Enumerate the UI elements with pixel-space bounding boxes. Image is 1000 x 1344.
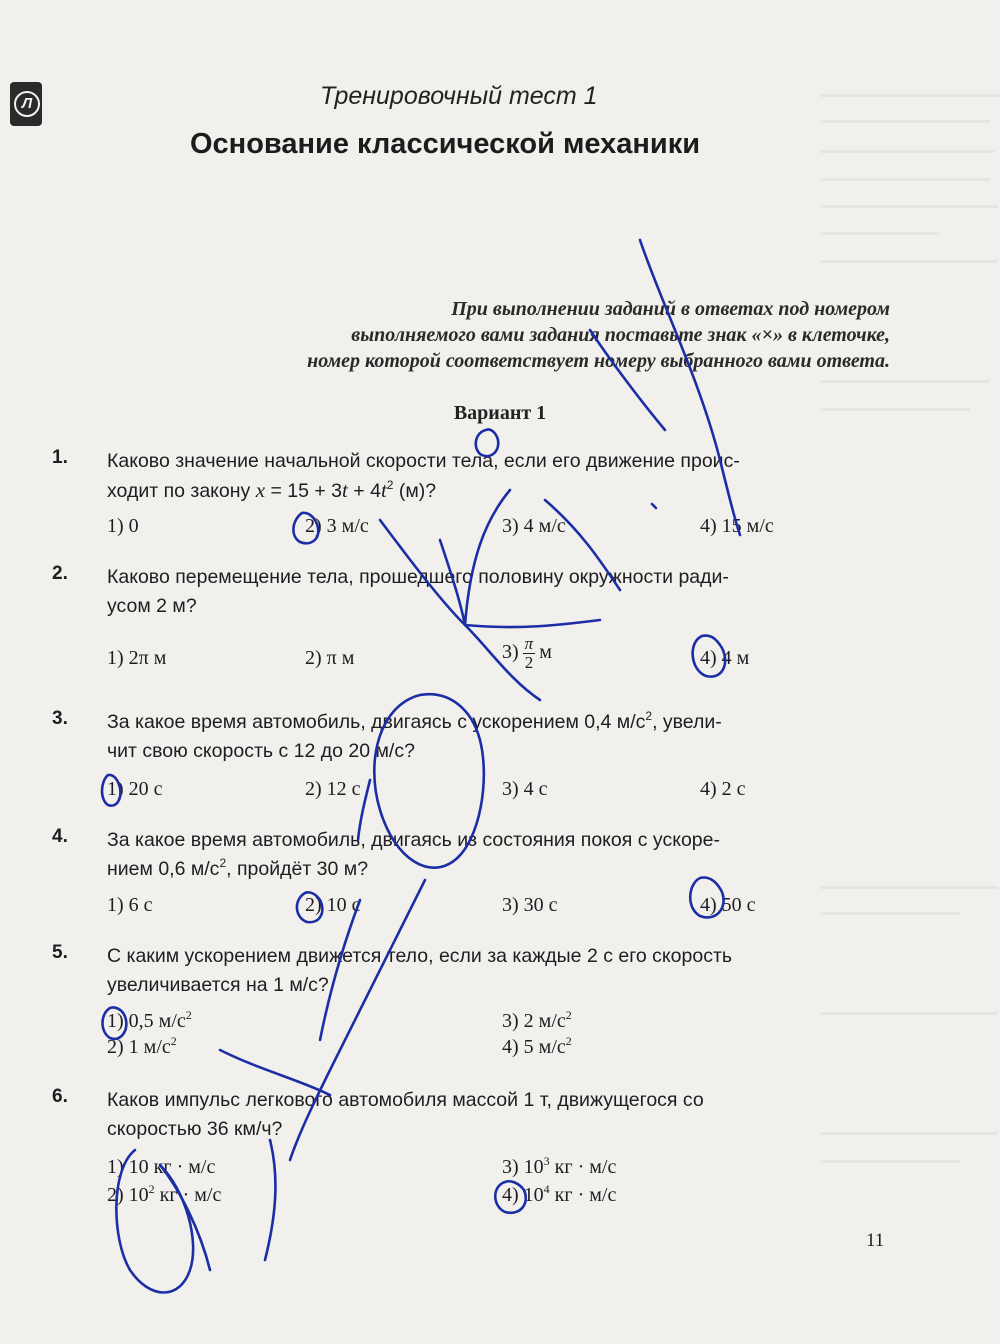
question-line: скоростью 36 км/ч? <box>107 1118 283 1140</box>
option-label: 4) 5 м/с <box>502 1036 566 1058</box>
answer-option-2[interactable]: 2) 10 с <box>305 894 361 916</box>
instruction-line-1: При выполнении заданий в ответах под номером <box>451 298 890 320</box>
answer-option-3[interactable]: 3) 30 с <box>502 894 558 916</box>
answer-option-1[interactable]: 1) 6 с <box>107 894 153 916</box>
fraction-numerator: π <box>524 634 534 653</box>
question-line: чит свою скорость с 12 до 20 м/с? <box>107 740 415 762</box>
option-label: 2) 10 <box>107 1184 149 1206</box>
option-unit: кг · м/с <box>154 1184 222 1206</box>
option-label: 2) 1 м/с <box>107 1036 171 1058</box>
question-number: 2. <box>52 563 68 584</box>
test-subtitle: Тренировочный тест 1 <box>320 82 598 110</box>
logo-letter: Л <box>14 91 40 117</box>
text-fragment: , пройдёт 30 м? <box>226 858 369 880</box>
ink-stroke-mark <box>265 1140 275 1260</box>
exponent: 2 <box>170 1034 177 1048</box>
formula-variable: t <box>342 478 348 502</box>
answer-option-1[interactable]: 1) 2π м <box>107 647 167 669</box>
text-fragment: нием 0,6 м/с <box>107 858 220 880</box>
ink-stroke-mark <box>160 1165 210 1270</box>
question-line <box>107 476 897 506</box>
question-text <box>107 826 897 884</box>
question-line: Каков импульс легкового автомобиля массой 1 т, движущегося со <box>107 1089 704 1111</box>
answer-option-3[interactable]: 3) 4 с <box>502 778 548 800</box>
answer-option-4[interactable] <box>502 1184 616 1207</box>
text-fragment: За какое время автомобиль, двигаясь с ускорением 0,4 м/с <box>107 711 646 733</box>
answer-option-3[interactable] <box>502 635 552 672</box>
formula-fragment: + 4 <box>347 480 381 502</box>
question-text <box>107 563 897 621</box>
option-label: 3) 10 <box>502 1156 544 1178</box>
text-fragment: ходит по закону <box>107 480 256 502</box>
option-label: 4) 10 <box>502 1184 544 1206</box>
answer-option-1[interactable]: 1) 10 кг · м/с <box>107 1156 216 1178</box>
answer-option-4[interactable] <box>502 1036 572 1059</box>
instructions <box>100 296 890 374</box>
option-label: 3) <box>502 641 519 664</box>
answer-option-1[interactable]: 1) 20 с <box>107 778 163 800</box>
option-unit: кг · м/с <box>549 1184 617 1206</box>
answer-option-2[interactable] <box>107 1184 221 1207</box>
exponent: 2 <box>565 1034 572 1048</box>
exponent: 2 <box>148 1182 155 1196</box>
exponent: 3 <box>543 1154 550 1168</box>
answer-option-1[interactable]: 1) 0 <box>107 515 139 537</box>
answer-option-1[interactable] <box>107 1010 192 1033</box>
question-line: усом 2 м? <box>107 595 197 617</box>
formula-exponent: 2 <box>386 478 394 492</box>
answer-option-4[interactable]: 4) 15 м/с <box>700 515 774 537</box>
answer-option-3[interactable] <box>502 1010 572 1033</box>
instruction-line-3: номер которой соответствует номеру выбранного вами ответа. <box>307 350 890 372</box>
option-label: 3) 2 м/с <box>502 1010 566 1032</box>
answer-option-2[interactable]: 2) 3 м/с <box>305 515 369 537</box>
question-number: 1. <box>52 447 68 468</box>
instruction-line-2: выполняемого вами задания поставьте знак «×» в клеточке, <box>351 324 890 346</box>
question-line <box>107 855 897 884</box>
page-number: 11 <box>866 1230 885 1251</box>
question-line: Каково значение начальной скорости тела, если его движение проис- <box>107 450 740 472</box>
answer-option-2[interactable]: 2) π м <box>305 647 355 669</box>
formula-fragment: = 15 + 3 <box>265 480 343 502</box>
exponent: 2 <box>185 1008 192 1022</box>
answer-option-2[interactable]: 2) 12 с <box>305 778 361 800</box>
variant-heading: Вариант 1 <box>453 402 547 424</box>
formula-variable: x <box>255 478 266 502</box>
question-text <box>107 1086 897 1144</box>
answer-option-2[interactable] <box>107 1036 177 1059</box>
exponent: 2 <box>219 856 227 870</box>
answer-option-4[interactable]: 4) 4 м <box>700 647 750 669</box>
publisher-logo <box>10 82 42 126</box>
question-number: 5. <box>52 942 68 963</box>
question-text <box>107 942 897 1000</box>
page-title: Основание классической механики <box>190 128 701 160</box>
question-number: 4. <box>52 826 68 847</box>
option-unit: м <box>539 641 552 664</box>
text-fragment: , увели- <box>652 711 722 733</box>
question-number: 6. <box>52 1086 68 1107</box>
question-number: 3. <box>52 708 68 729</box>
question-text <box>107 708 897 766</box>
option-unit: кг · м/с <box>549 1156 617 1178</box>
formula-variable: t <box>380 478 387 502</box>
exponent: 2 <box>645 709 653 723</box>
option-label: 1) 0,5 м/с <box>107 1010 186 1032</box>
fraction <box>523 635 536 672</box>
question-line: За какое время автомобиль, двигаясь из состояния покоя с ускоре- <box>107 829 720 851</box>
fraction-denominator: 2 <box>524 653 534 672</box>
question-text <box>107 447 897 506</box>
exponent: 4 <box>543 1182 550 1196</box>
question-line: Каково перемещение тела, прошедшего половину окружности ради- <box>107 566 729 588</box>
text-fragment: (м)? <box>393 480 437 502</box>
exponent: 2 <box>565 1008 572 1022</box>
ink-stroke-mark <box>465 620 600 627</box>
answer-option-3[interactable] <box>502 1156 616 1179</box>
answer-option-4[interactable]: 4) 2 с <box>700 778 746 800</box>
answer-option-3[interactable]: 3) 4 м/с <box>502 515 566 537</box>
question-line: увеличивается на 1 м/с? <box>107 974 329 996</box>
question-line: С каким ускорением движется тело, если за каждые 2 с его скорость <box>107 945 733 967</box>
question-line <box>107 708 897 737</box>
answer-option-4[interactable]: 4) 50 с <box>700 894 756 916</box>
